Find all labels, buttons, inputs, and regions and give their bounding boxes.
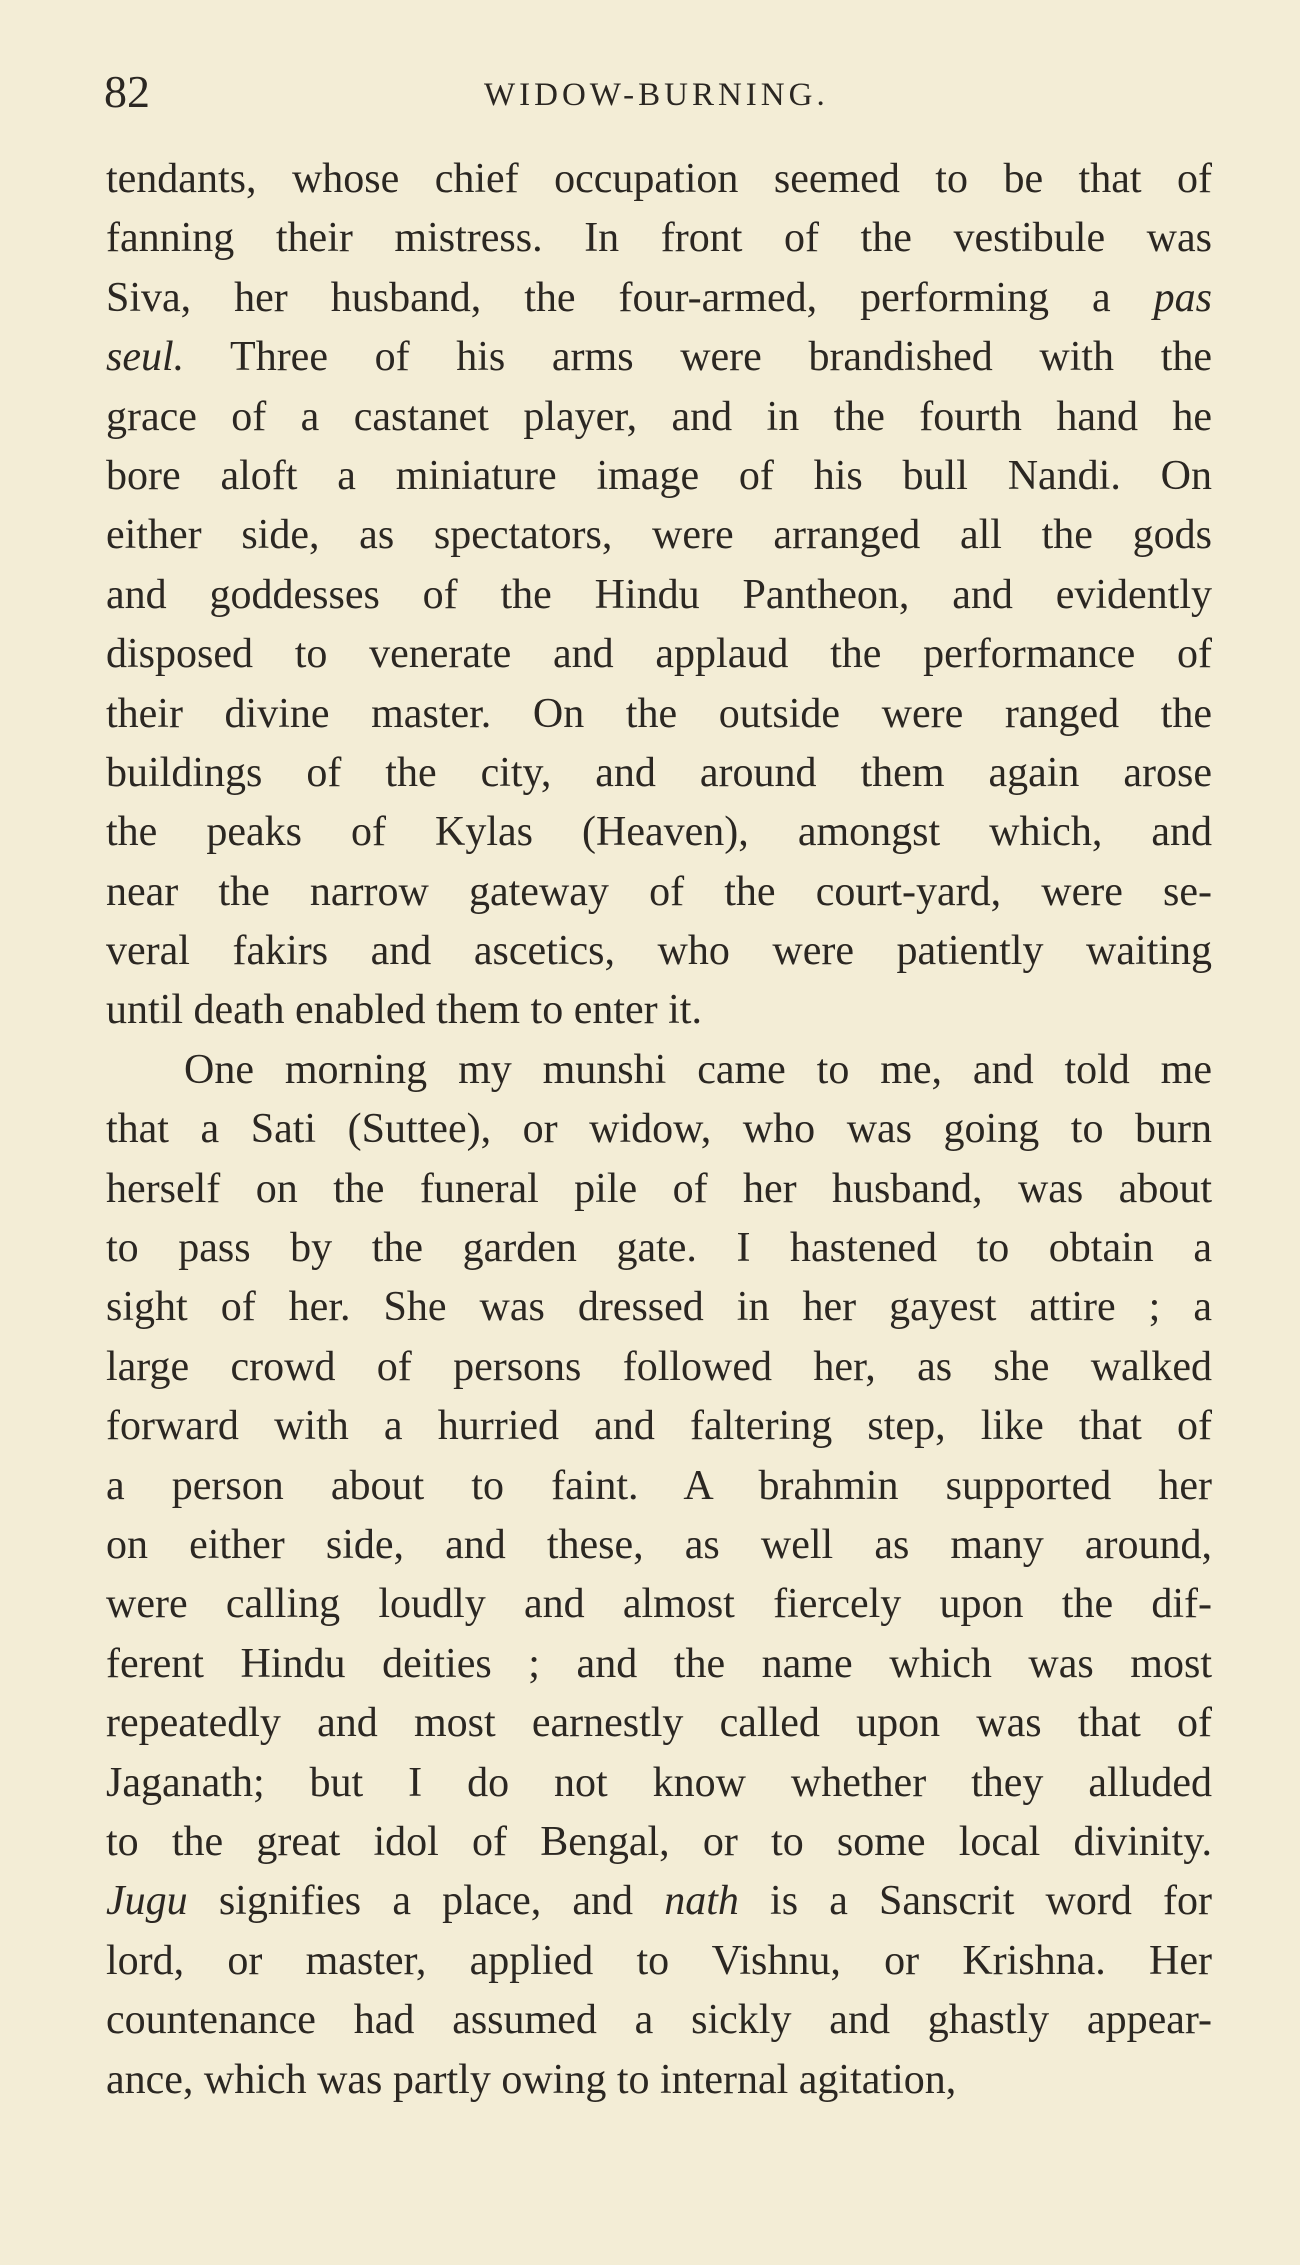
- running-head: WIDOW-BURNING.: [484, 77, 829, 113]
- text-line: forward with a hurried and faltering step, like that of: [106, 1403, 1212, 1450]
- text-line: until death enabled them to enter it.: [106, 987, 702, 1034]
- text-line: Jugu signifies a place, and nath is a Sanscrit word for: [106, 1878, 1212, 1925]
- text-line: on either side, and these, as well as many around,: [106, 1521, 1212, 1568]
- text-line: veral fakirs and ascetics, who were patiently waiting: [106, 928, 1212, 975]
- text-line: fanning their mistress. In front of the vestibule was: [106, 215, 1212, 262]
- italic-text: nath: [664, 1878, 739, 1925]
- page-number: 82: [104, 66, 150, 117]
- italic-text: seul.: [106, 334, 185, 381]
- text-line: large crowd of persons followed her, as she walked: [106, 1343, 1212, 1390]
- text-line: ferent Hindu deities ; and the name which was most: [106, 1640, 1212, 1687]
- text-line: either side, as spectators, were arranged all the gods: [106, 512, 1212, 559]
- text-line: seul. Three of his arms were brandished with the: [106, 334, 1212, 381]
- text-line: grace of a castanet player, and in the fourth hand he: [106, 393, 1212, 440]
- body-text: [106, 150, 1212, 2110]
- text-line: lord, or master, applied to Vishnu, or Krishna. Her: [106, 1937, 1212, 1984]
- italic-text: Jugu: [106, 1878, 188, 1925]
- text-line: One morning my munshi came to me, and told me: [184, 1046, 1212, 1093]
- text-line: a person about to faint. A brahmin supported her: [106, 1462, 1212, 1509]
- text-line: to the great idol of Bengal, or to some local divinity.: [106, 1818, 1212, 1865]
- text-line: to pass by the garden gate. I hastened to obtain a: [106, 1225, 1212, 1272]
- text-line: Jaganath; but I do not know whether they alluded: [106, 1759, 1212, 1806]
- text-line: bore aloft a miniature image of his bull Nandi. On: [106, 452, 1212, 499]
- text-line: tendants, whose chief occupation seemed to be that of: [106, 156, 1212, 202]
- text-line: near the narrow gateway of the court-yard, were se-: [106, 868, 1212, 915]
- paragraph-1: [106, 150, 1212, 1041]
- text-line: were calling loudly and almost fiercely upon the dif-: [106, 1581, 1212, 1628]
- text-line: Siva, her husband, the four-armed, performing a pas: [106, 274, 1212, 321]
- text-line: sight of her. She was dressed in her gayest attire ; a: [106, 1284, 1212, 1331]
- text-line: repeatedly and most earnestly called upon was that of: [106, 1700, 1212, 1747]
- text-line: countenance had assumed a sickly and ghastly appear-: [106, 1997, 1212, 2044]
- text-line: disposed to venerate and applaud the performance of: [106, 631, 1212, 678]
- text-line: herself on the funeral pile of her husband, was about: [106, 1165, 1212, 1212]
- italic-text: pas: [1153, 274, 1212, 321]
- text-line: that a Sati (Suttee), or widow, who was going to burn: [106, 1106, 1212, 1153]
- text-line: the peaks of Kylas (Heaven), amongst which, and: [106, 809, 1212, 856]
- page-header: [0, 62, 1300, 122]
- text-line: ance, which was partly owing to internal agitation,: [106, 2056, 957, 2103]
- text-line: and goddesses of the Hindu Pantheon, and evidently: [106, 571, 1212, 618]
- text-line: their divine master. On the outside were ranged the: [106, 690, 1212, 737]
- paragraph-2: [106, 1041, 1212, 2110]
- text-line: buildings of the city, and around them again arose: [106, 749, 1212, 796]
